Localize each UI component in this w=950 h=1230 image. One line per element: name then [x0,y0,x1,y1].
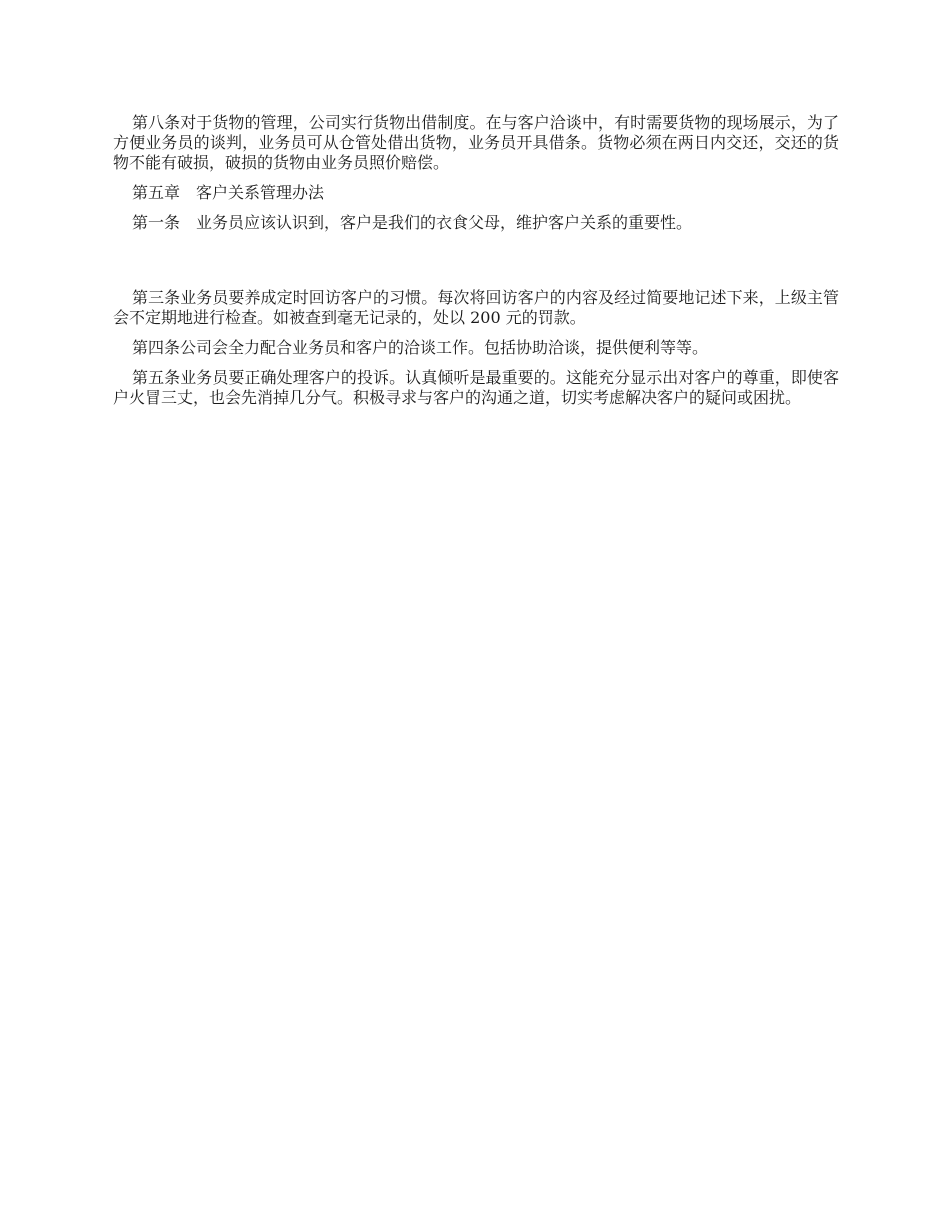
blank-spacer [113,243,839,288]
article-4-company-support: 第四条公司会全力配合业务员和客户的洽谈工作。包括协助洽谈，提供便利等等。 [132,338,709,357]
document-page [113,113,839,418]
article-5-complaint-handling: 第五条业务员要正确处理客户的投诉。认真倾听是最重要的。这能充分显示出对客户的尊重，即使客户火冒三丈，也会先消掉几分气。积极寻求与客户的沟通之道，切实考虑解决客户的疑问或困扰。 [113,368,839,407]
article-1-customer-importance: 第一条 业务员应该认识到，客户是我们的衣食父母，维护客户关系的重要性。 [132,213,693,232]
article-3-revisit-habit: 第三条业务员要养成定时回访客户的习惯。每次将回访客户的内容及经过简要地记述下来，上级主管会不定期地进行检查。如被查到毫无记录的，处以 200 元的罚款。 [113,288,839,327]
article-8-goods-lending: 第八条对于货物的管理，公司实行货物出借制度。在与客户洽谈中，有时需要货物的现场展示，为了方便业务员的谈判，业务员可从仓管处借出货物，业务员开具借条。货物必须在两日内交还，交还的货物不能有破损，破损的货物由业务员照价赔偿。 [113,113,839,172]
chapter-5-heading: 第五章 客户关系管理办法 [132,183,325,202]
